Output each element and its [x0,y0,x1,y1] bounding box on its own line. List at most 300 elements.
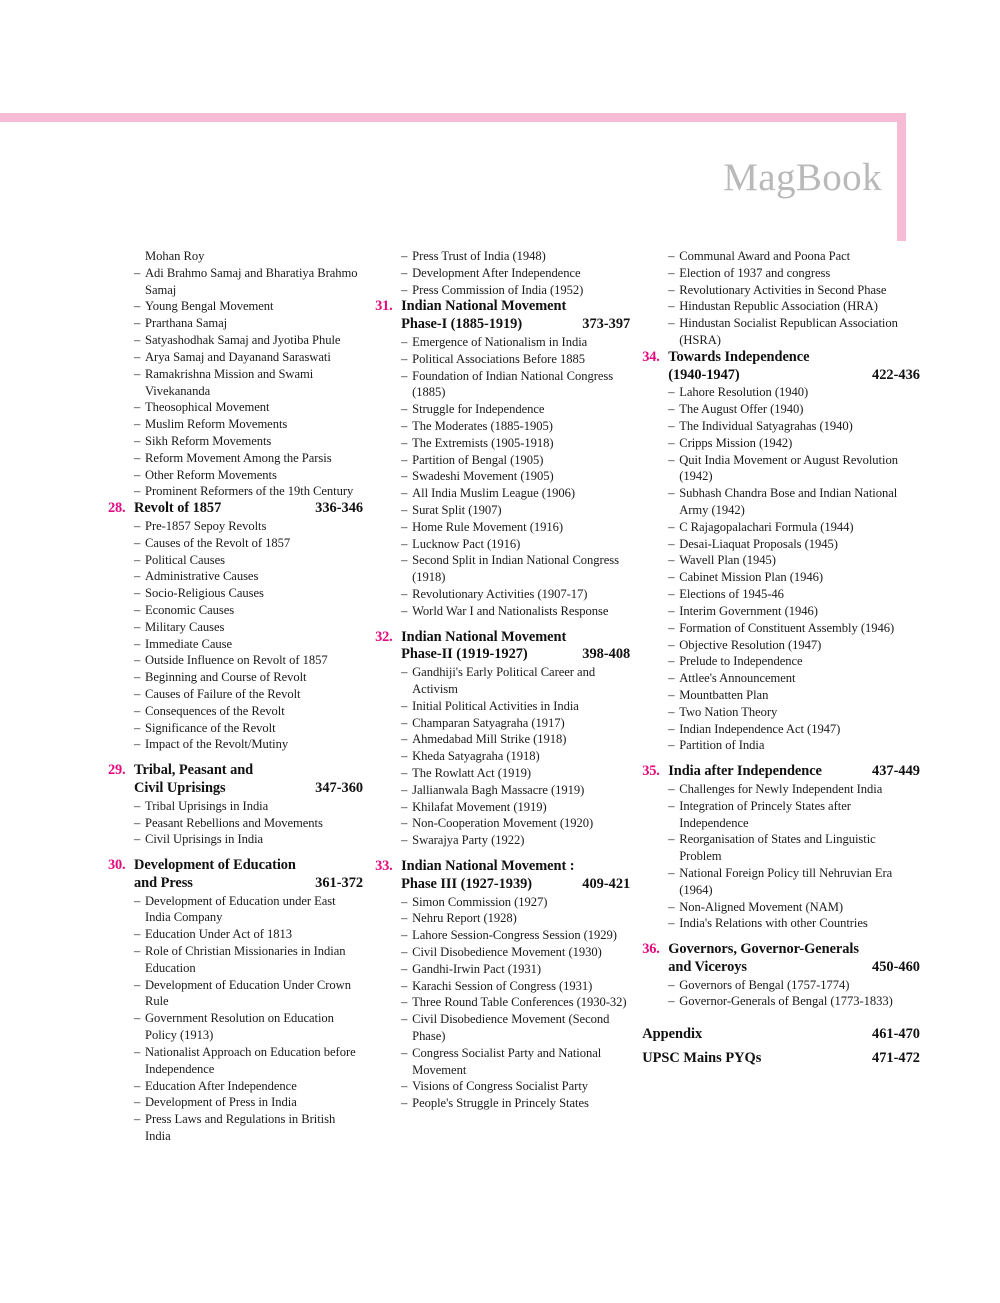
dash-bullet-icon: – [668,654,675,669]
sub-item [134,416,363,433]
sub-item-label: The Individual Satyagrahas (1940) [679,418,853,433]
sub-item-label: Lahore Resolution (1940) [679,385,809,400]
chapter-heading[interactable] [375,298,630,333]
dash-bullet-icon: – [134,720,141,735]
sub-item-list [108,518,363,753]
sub-item-label: The August Offer (1940) [679,402,804,417]
chapter-heading[interactable] [108,857,363,892]
sub-item [668,435,920,452]
sub-item-label: Challenges for Newly Independent India [679,781,883,796]
sub-item-label: Swadeshi Movement (1905) [412,469,554,484]
chapter-page-range: 336-346 [315,500,364,517]
dash-bullet-icon: – [668,721,675,736]
dash-bullet-icon: – [401,1012,408,1027]
sub-item [668,485,920,519]
dash-bullet-icon: – [401,1096,408,1111]
dash-bullet-icon: – [668,587,675,602]
sub-item [401,782,630,799]
dash-bullet-icon: – [134,602,141,617]
sub-item [401,910,630,927]
sub-item-label: Subhash Chandra Bose and Indian National Army (1942) [679,486,898,517]
sub-item [401,282,630,299]
dash-bullet-icon: – [134,944,141,959]
chapter-title-text: Indian National Movement [401,298,567,315]
dash-bullet-icon: – [134,619,141,634]
sub-item [401,1078,630,1095]
sub-item [401,978,630,995]
dash-bullet-icon: – [134,815,141,830]
sub-item-label: World War I and Nationalists Response [412,603,609,618]
sub-item-label: Pre-1857 Sepoy Revolts [145,518,267,533]
dash-bullet-icon: – [134,977,141,992]
sub-item [401,715,630,732]
dash-bullet-icon: – [668,316,675,331]
sub-item [668,586,920,603]
sub-item [668,915,920,932]
column-3 [642,248,920,1070]
sub-item-label: Civil Disobedience Movement (1930) [412,944,602,959]
sub-item [668,670,920,687]
sub-item [668,519,920,536]
dash-bullet-icon: – [134,450,141,465]
sub-item-label: Adi Brahmo Samaj and Bharatiya Brahmo Samaj [145,265,358,297]
dash-bullet-icon: – [401,536,408,551]
sub-item [668,248,920,265]
sub-item [401,435,630,452]
chapter-entry [642,941,920,1010]
sub-item-label: The Moderates (1885-1905) [412,418,553,433]
backmatter-row[interactable] [642,1047,920,1070]
chapter-number: 33. [375,858,393,875]
sub-item-label: Election of 1937 and congress [679,265,831,280]
dash-bullet-icon: – [401,603,408,618]
dash-bullet-icon: – [134,484,141,499]
sub-item-label: Development of Education Under Crown Rule [145,977,351,1009]
dash-bullet-icon: – [668,265,675,280]
chapter-title-text: Indian National Movement : [401,858,575,875]
dash-bullet-icon: – [668,570,675,585]
sub-item-label: India's Relations with other Countries [679,916,868,931]
sub-item-label: Lucknow Pact (1916) [412,536,521,551]
chapter-heading[interactable] [375,858,630,893]
dash-bullet-icon: – [668,486,675,501]
sub-item [134,349,363,366]
chapter-title-text: Phase-I (1885-1919) [401,316,523,333]
sub-item-label: Revolutionary Activities (1907-17) [412,587,588,602]
sub-item-label: Non-Cooperation Movement (1920) [412,816,594,831]
sub-item [134,1094,363,1111]
sub-item-label: Government Resolution on Education Policy (1913) [145,1011,334,1043]
sub-item [134,1044,363,1078]
sub-item [668,452,920,486]
chapter-title-line [134,780,363,798]
sub-item [134,450,363,467]
chapter-number: 28. [108,500,126,517]
chapter-title-text: Development of Education [134,857,296,874]
sub-item-label: Development After Independence [412,265,581,280]
sub-item-label: Nehru Report (1928) [412,911,517,926]
sub-item-label: Consequences of the Revolt [145,703,285,718]
sub-item-list [108,798,363,848]
sub-item [134,433,363,450]
sub-item-label: Indian Independence Act (1947) [679,721,841,736]
sub-item [401,418,630,435]
sub-item-label: Visions of Congress Socialist Party [412,1079,589,1094]
sub-item [401,368,630,402]
sub-item [401,401,630,418]
dash-bullet-icon: – [668,899,675,914]
dash-bullet-icon: – [401,368,408,383]
dash-bullet-icon: – [401,249,408,263]
dash-bullet-icon: – [134,349,141,364]
sub-item [401,799,630,816]
sub-item-label: National Foreign Policy till Nehruvian Era (1964) [679,865,893,897]
backmatter-label: UPSC Mains PYQs [642,1049,762,1066]
dash-bullet-icon: – [668,781,675,796]
dash-bullet-icon: – [134,265,141,280]
sub-item-label: Political Associations Before 1885 [412,351,585,366]
chapter-title-block [668,763,920,781]
sub-item-label: Military Causes [145,619,225,634]
sub-item [401,664,630,698]
sub-item-label: Ahmedabad Mill Strike (1918) [412,732,567,747]
dash-bullet-icon: – [668,299,675,314]
backmatter-section [642,1023,920,1070]
sub-item [668,265,920,282]
sub-item [668,865,920,899]
sub-item-label: Elections of 1945-46 [679,587,784,602]
dash-bullet-icon: – [134,653,141,668]
table-of-contents [108,248,920,1145]
dash-bullet-icon: – [668,536,675,551]
sub-item [134,1010,363,1044]
sub-item [401,944,630,961]
backmatter-page-range: 461-470 [872,1026,920,1043]
dash-bullet-icon: – [401,435,408,450]
sub-item [401,1045,630,1079]
sub-item [134,518,363,535]
dash-bullet-icon: – [401,698,408,713]
dash-bullet-icon: – [134,400,141,415]
sub-item-label: Causes of the Revolt of 1857 [145,535,291,550]
sub-item [134,535,363,552]
sub-item [401,485,630,502]
sub-item [668,993,920,1010]
chapter-entry [108,762,363,848]
dash-bullet-icon: – [401,928,408,943]
sub-item-list [375,894,630,1113]
sub-item-label: Three Round Table Conferences (1930-32) [412,995,627,1010]
chapter-heading[interactable] [108,762,363,797]
dash-bullet-icon: – [401,402,408,417]
sub-item [401,815,630,832]
sub-item-label: Arya Samaj and Dayanand Saraswati [145,349,331,364]
sub-item [668,620,920,637]
sub-item [401,731,630,748]
dash-bullet-icon: – [668,994,675,1009]
sub-item [401,603,630,620]
sub-item-label: Cabinet Mission Plan (1946) [679,570,824,585]
chapter-title-text: Revolt of 1857 [134,500,222,517]
sub-item-label: Revolutionary Activities in Second Phase [679,282,887,297]
sub-item-label: Young Bengal Movement [145,299,274,314]
dash-bullet-icon: – [668,603,675,618]
chapter-title-block [134,857,363,892]
sub-item-label: Muslim Reform Movements [145,417,288,432]
dash-bullet-icon: – [134,1011,141,1026]
chapter-number: 31. [375,298,393,315]
chapter-title-block [134,762,363,797]
sub-item [134,602,363,619]
chapter-title-block [134,500,363,518]
chapter-heading[interactable] [375,629,630,664]
chapter-title-text: India after Independence [668,763,822,780]
sub-item-label: Communal Award and Poona Pact [679,249,851,263]
sub-item [668,687,920,704]
dash-bullet-icon: – [668,249,675,263]
sub-item [401,961,630,978]
sub-item [668,977,920,994]
sub-item-label: Struggle for Independence [412,402,545,417]
sub-item-list [642,248,920,349]
sub-item-label: Swarajya Party (1922) [412,833,525,848]
dash-bullet-icon: – [401,978,408,993]
sub-item-label: Congress Socialist Party and National Movement [412,1045,602,1077]
chapter-title-line [134,762,363,780]
sub-item [134,1111,363,1145]
sub-item-label: Immediate Cause [145,636,233,651]
dash-bullet-icon: – [401,961,408,976]
dash-bullet-icon: – [134,1044,141,1059]
sub-item-list [642,384,920,754]
sub-item-label: Nationalist Approach on Education before Independence [145,1044,356,1076]
sub-item [668,315,920,349]
sub-item-list [375,664,630,849]
chapter-page-range: 361-372 [315,874,364,891]
sub-item [134,703,363,720]
dash-bullet-icon: – [401,894,408,909]
sub-item-label: Desai-Liaquat Proposals (1945) [679,536,838,551]
chapter-heading[interactable] [108,500,363,518]
dash-bullet-icon: – [401,265,408,280]
dash-bullet-icon: – [134,703,141,718]
sub-item-label: Tribal Uprisings in India [145,798,269,813]
sub-item [134,483,363,500]
dash-bullet-icon: – [134,299,141,314]
sub-item [668,298,920,315]
sub-item [401,452,630,469]
dash-bullet-icon: – [401,715,408,730]
dash-bullet-icon: – [668,687,675,702]
sub-item [134,298,363,315]
sub-item [134,585,363,602]
sub-item-label: Socio-Religious Causes [145,586,264,601]
sub-item [134,652,363,669]
sub-item [668,637,920,654]
dash-bullet-icon: – [134,670,141,685]
chapter-title-line [401,629,630,647]
sub-item-label: Role of Christian Missionaries in Indian Education [145,944,346,975]
sub-item-label: Prelude to Independence [679,654,803,669]
sub-item-label: Satyashodhak Samaj and Jyotiba Phule [145,333,341,348]
dash-bullet-icon: – [668,385,675,400]
sub-item-list [375,248,630,298]
dash-bullet-icon: – [401,418,408,433]
sub-item [134,977,363,1011]
sub-item-label: Partition of Bengal (1905) [412,452,544,467]
dash-bullet-icon: – [401,1079,408,1094]
sub-item-label: Peasant Rebellions and Movements [145,815,323,830]
chapter-title-line [401,316,630,334]
dash-bullet-icon: – [668,832,675,847]
chapter-number: 32. [375,628,393,645]
sub-item [668,282,920,299]
sub-item-label: Formation of Constituent Assembly (1946) [679,620,895,635]
dash-bullet-icon: – [134,737,141,752]
sub-item-label: Impact of the Revolt/Mutiny [145,737,289,752]
dash-bullet-icon: – [668,738,675,753]
sub-item-label: Simon Commission (1927) [412,894,548,909]
sub-item [401,334,630,351]
sub-item-label: Home Rule Movement (1916) [412,519,564,534]
sub-item-label: Integration of Princely States after Independence [679,798,851,830]
sub-item-label: All India Muslim League (1906) [412,486,575,501]
dash-bullet-icon: – [134,927,141,942]
sub-item-label: Kheda Satyagraha (1918) [412,749,540,764]
chapter-title-line [134,500,363,518]
dash-bullet-icon: – [668,402,675,417]
sub-item-label: Press Trust of India (1948) [412,249,546,263]
dash-bullet-icon: – [668,637,675,652]
sub-item-label: Administrative Causes [145,569,259,584]
sub-item [134,315,363,332]
chapter-title-text: Phase III (1927-1939) [401,875,532,892]
column-2 [375,248,642,1112]
dash-bullet-icon: – [668,435,675,450]
sub-item [401,468,630,485]
sub-item-label: Economic Causes [145,602,235,617]
chapter-page-range: 450-460 [872,958,920,975]
column-1 [108,248,375,1145]
sub-item [668,899,920,916]
sub-item [401,748,630,765]
sub-item-label: Reform Movement Among the Parsis [145,450,332,465]
sub-item [668,418,920,435]
sub-item-label: Objective Resolution (1947) [679,637,822,652]
chapter-entry [642,349,920,754]
dash-bullet-icon: – [134,316,141,331]
sub-item-label: Beginning and Course of Revolt [145,670,307,685]
sub-item [134,568,363,585]
sub-item [668,831,920,865]
chapter-heading[interactable] [642,349,920,384]
sub-item [134,943,363,977]
sub-item-list [108,248,363,500]
sub-item-label: Lahore Session-Congress Session (1929) [412,928,617,943]
chapter-entry [375,629,630,849]
backmatter-row[interactable] [642,1023,920,1046]
sub-item [401,351,630,368]
chapter-title-line [668,959,920,977]
sub-item-label: Governor-Generals of Bengal (1773-1833) [679,994,893,1009]
dash-bullet-icon: – [401,833,408,848]
sub-item-label: Karachi Session of Congress (1931) [412,978,593,993]
dash-bullet-icon: – [134,552,141,567]
sub-item-label: Other Reform Movements [145,467,277,482]
sub-item-list [108,893,363,1145]
sub-item-label: Hindustan Republic Association (HRA) [679,299,878,314]
chapter-title-text: Governors, Governor-Generals [668,941,859,958]
dash-bullet-icon: – [401,587,408,602]
sub-item-label: Attlee's Announcement [679,671,796,686]
sub-item [134,893,363,927]
dash-bullet-icon: – [401,911,408,926]
chapter-number: 36. [642,941,660,958]
dash-bullet-icon: – [668,977,675,992]
sub-item [134,736,363,753]
dash-bullet-icon: – [134,569,141,584]
sub-item-label: Causes of Failure of the Revolt [145,687,301,702]
dash-bullet-icon: – [401,469,408,484]
sub-item-label: Press Laws and Regulations in British India [145,1112,336,1143]
chapter-title-block [668,349,920,384]
sub-item [134,366,363,400]
sub-item-label: Wavell Plan (1945) [679,553,776,568]
chapter-title-line [668,367,920,385]
sub-item-label: Development of Education under East India Company [145,893,336,925]
dash-bullet-icon: – [134,832,141,847]
chapter-number: 30. [108,857,126,874]
sub-item [134,552,363,569]
chapter-number: 29. [108,762,126,779]
chapter-heading[interactable] [642,941,920,976]
dash-bullet-icon: – [668,865,675,880]
sub-item [134,720,363,737]
sub-item [668,704,920,721]
sub-item-label: Development of Press in India [145,1095,297,1110]
dash-bullet-icon: – [401,766,408,780]
chapter-page-range: 347-360 [315,780,364,796]
sub-item-label: Two Nation Theory [679,704,778,719]
backmatter-label: Appendix [642,1026,703,1043]
sub-item-label: Champaran Satyagraha (1917) [412,715,565,730]
sub-item [401,536,630,553]
sub-item-label: Prominent Reformers of the 19th Century [145,484,354,499]
sub-item [401,894,630,911]
chapter-heading[interactable] [642,763,920,781]
dash-bullet-icon: – [668,620,675,635]
dash-bullet-icon: – [134,417,141,432]
dash-bullet-icon: – [401,816,408,831]
sub-item-label: Interim Government (1946) [679,603,818,618]
sub-item-label: Governors of Bengal (1757-1774) [679,977,850,992]
sub-item [668,401,920,418]
sub-item [668,552,920,569]
sub-item [134,399,363,416]
sub-item-label: Sikh Reform Movements [145,433,272,448]
sub-item-label: Mohan Roy [145,249,205,263]
chapter-title-block [401,298,630,333]
sub-item-label: Outside Influence on Revolt of 1857 [145,653,328,668]
chapter-page-range: 373-397 [582,316,631,333]
sub-item [134,467,363,484]
dash-bullet-icon: – [668,282,675,297]
dash-bullet-icon: – [134,1112,141,1127]
chapter-title-line [668,349,920,367]
sub-item-label: Press Commission of India (1952) [412,282,584,297]
sub-item [134,248,363,265]
sub-item-label: Hindustan Socialist Republican Association (HSRA) [679,316,898,348]
